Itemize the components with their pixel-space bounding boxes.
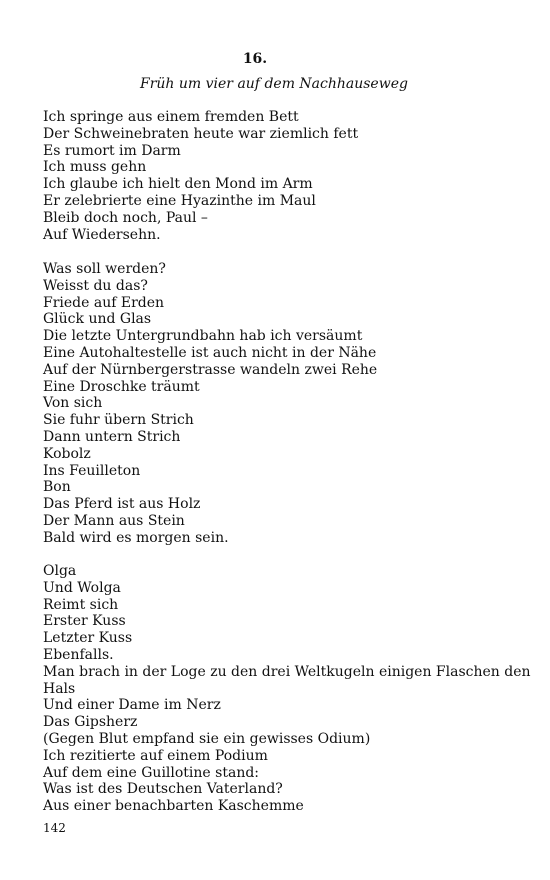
poem-line: Und Wolga [43,579,121,596]
poem-line: Es rumort im Darm [43,142,181,159]
poem-line: Olga [43,563,77,579]
poem-line: Was soll werden? [43,261,166,277]
poem-line: Reimt sich [43,596,119,613]
poem-line: Was ist des Deutschen Vaterland? [43,781,283,798]
poem-line: Eine Droschke träumt [43,378,200,395]
poem-line: Friede auf Erden [43,294,165,311]
poem-line: Bleib doch noch, Paul – [43,209,208,226]
poem-line: Auf dem eine Guillotine stand: [43,764,260,781]
poem-line: Die letzte Untergrundbahn hab ich versäumt [43,328,363,345]
poem-line: Auf Wiedersehn. [43,226,161,243]
poem-line: Ich rezitierte auf einem Podium [43,747,268,764]
poem-line: Er zelebrierte eine Hyazinthe im Maul [43,192,316,209]
poem-line: Der Mann aus Stein [43,512,185,529]
poem-line: Glück und Glas [43,311,152,328]
poem-line: Ich springe aus einem fremden Bett [43,109,299,125]
poem-line: Das Gipsherz [43,714,138,731]
poem-line: Weisst du das? [43,277,148,294]
poem-line: Dann untern Strich [43,428,181,445]
poem-line: Ich glaube ich hielt den Mond im Arm [43,176,313,193]
stanza-3 [43,563,531,815]
poem-line: Erster Kuss [43,613,126,630]
poem-line: Man brach in der Loge zu den drei Weltkugeln einigen Flaschen den [43,663,531,680]
poem-line: Hals [43,680,76,697]
poem-line: Bald wird es morgen sein. [43,529,229,546]
poem-line: Aus einer benachbarten Kaschemme [43,798,304,815]
poem-line: Kobolz [43,445,91,462]
poem-line: Ebenfalls. [43,646,114,663]
poem-number: 16. [242,51,268,67]
poem-line: Sie fuhr übern Strich [43,412,194,429]
poem-line: (Gegen Blut empfand sie ein gewisses Odium) [43,730,371,747]
page-number: 142 [43,821,66,835]
stanza-1 [43,109,358,243]
poem-line: Von sich [43,395,103,412]
stanza-2 [43,261,377,547]
poem-line: Bon [43,479,71,496]
poem-line: Ich muss gehn [43,159,147,176]
poem-line: Eine Autohaltestelle ist auch nicht in der Nähe [43,344,377,361]
poem-line: Letzter Kuss [43,630,133,647]
poem-line: Das Pferd ist aus Holz [43,496,201,513]
poem-line: Ins Feuilleton [43,462,141,479]
poem-line: Und einer Dame im Nerz [43,697,221,714]
poem-line: Der Schweinebraten heute war ziemlich fett [43,125,359,142]
poem-title: Früh um vier auf dem Nachhauseweg [140,76,408,92]
poem-line: Auf der Nürnbergerstrasse wandeln zwei Rehe [43,361,378,378]
